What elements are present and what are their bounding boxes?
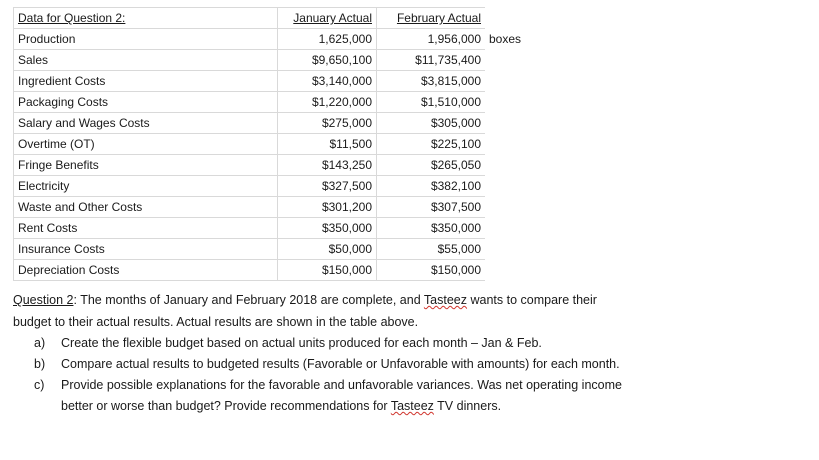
table-header-row: [14, 8, 526, 29]
column-header-february-text: February Actual: [396, 11, 481, 25]
unit-label: [485, 71, 526, 92]
january-value: 1,625,000: [278, 29, 377, 50]
table-row: [14, 176, 526, 197]
february-value: $3,815,000: [377, 71, 486, 92]
unit-label: [485, 260, 526, 281]
unit-label: [485, 92, 526, 113]
january-value: $1,220,000: [278, 92, 377, 113]
question-heading: Question 2: [13, 293, 74, 307]
unit-label: [485, 218, 526, 239]
unit-label: [485, 50, 526, 71]
column-header-january: [278, 8, 377, 29]
table-row: [14, 50, 526, 71]
item-c-line2-pre: better or worse than budget? Provide recommendations for: [61, 399, 391, 413]
february-value: $225,100: [377, 134, 486, 155]
february-value: $382,100: [377, 176, 486, 197]
question-intro-line2: budget to their actual results. Actual results are shown in the table above.: [13, 315, 419, 329]
february-value: $305,000: [377, 113, 486, 134]
table-title-text: Data for Question 2:: [18, 11, 126, 25]
february-value: $307,500: [377, 197, 486, 218]
table-title: [14, 8, 278, 29]
actuals-grid: [13, 7, 526, 281]
row-label: Waste and Other Costs: [14, 197, 278, 218]
january-value: $275,000: [278, 113, 377, 134]
unit-label: [485, 134, 526, 155]
row-label: Electricity: [14, 176, 278, 197]
table-row: [14, 197, 526, 218]
table-row: [14, 92, 526, 113]
table-row: [14, 155, 526, 176]
january-value: $327,500: [278, 176, 377, 197]
table-row: [14, 239, 526, 260]
item-text: Create the flexible budget based on actual units produced for each month – Jan & Feb.: [61, 336, 542, 350]
table-row: [14, 29, 526, 50]
unit-label: [485, 113, 526, 134]
question-item-a: [13, 333, 813, 354]
row-label: Depreciation Costs: [14, 260, 278, 281]
row-label: Sales: [14, 50, 278, 71]
question-intro-pre: : The months of January and February 2018 are complete, and: [73, 293, 424, 307]
february-value: $265,050: [377, 155, 486, 176]
table-row: [14, 134, 526, 155]
unit-label: [485, 155, 526, 176]
data-table: [13, 7, 526, 281]
item-c-line2-post: TV dinners.: [433, 399, 502, 413]
table-row: [14, 71, 526, 92]
february-value: $11,735,400: [377, 50, 486, 71]
row-label: Insurance Costs: [14, 239, 278, 260]
february-value: $55,000: [377, 239, 486, 260]
row-label: Packaging Costs: [14, 92, 278, 113]
row-label: Overtime (OT): [14, 134, 278, 155]
question-item-c-continued: [13, 396, 813, 417]
question-block: [13, 289, 813, 417]
row-label: Rent Costs: [14, 218, 278, 239]
january-value: $350,000: [278, 218, 377, 239]
item-marker: c): [34, 378, 45, 392]
row-label: Ingredient Costs: [14, 71, 278, 92]
item-marker: a): [34, 336, 46, 350]
january-value: $150,000: [278, 260, 377, 281]
february-value: 1,956,000: [377, 29, 486, 50]
column-header-february: [377, 8, 486, 29]
unit-cell: [485, 8, 526, 29]
item-marker: b): [34, 357, 46, 371]
january-value: $11,500: [278, 134, 377, 155]
unit-label: [485, 197, 526, 218]
table-row: [14, 260, 526, 281]
question-item-c: [13, 375, 813, 396]
row-label: Fringe Benefits: [14, 155, 278, 176]
column-header-january-text: January Actual: [293, 11, 372, 25]
february-value: $350,000: [377, 218, 486, 239]
question-items: [13, 333, 813, 417]
row-label: Production: [14, 29, 278, 50]
table-row: [14, 113, 526, 134]
unit-label: [485, 176, 526, 197]
january-value: $9,650,100: [278, 50, 377, 71]
question-item-b: [13, 354, 813, 375]
item-text: Compare actual results to budgeted results (Favorable or Unfavorable with amounts) for each month.: [61, 357, 620, 371]
item-text: Provide possible explanations for the favorable and unfavorable variances. Was net operating income: [61, 378, 622, 392]
january-value: $50,000: [278, 239, 377, 260]
january-value: $3,140,000: [278, 71, 377, 92]
question-intro: [13, 289, 813, 311]
row-label: Salary and Wages Costs: [14, 113, 278, 134]
february-value: $150,000: [377, 260, 486, 281]
table-row: [14, 218, 526, 239]
unit-label: boxes: [489, 32, 522, 46]
question-intro-post: wants to compare their: [467, 293, 597, 307]
february-value: $1,510,000: [377, 92, 486, 113]
brand-name: Tasteez: [390, 399, 434, 413]
unit-label: [485, 239, 526, 260]
january-value: $143,250: [278, 155, 377, 176]
january-value: $301,200: [278, 197, 377, 218]
brand-name: Tasteez: [423, 293, 468, 307]
